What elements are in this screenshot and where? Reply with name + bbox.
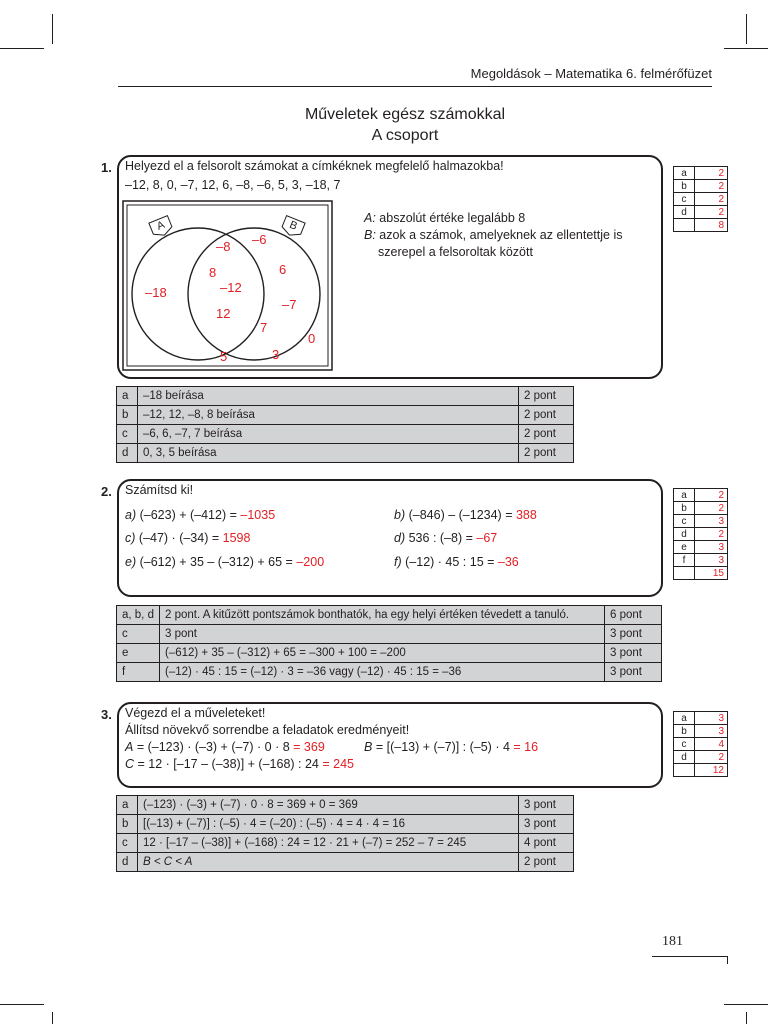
table-row <box>117 644 662 663</box>
set-b-definition-cont: szerepel a felsoroltak között <box>378 245 533 259</box>
table-cell: 3 <box>695 554 728 567</box>
venn-value: –12 <box>220 280 242 295</box>
table-cell: –18 beírása <box>138 387 519 406</box>
table-cell: c <box>117 425 138 444</box>
venn-value: 12 <box>216 306 231 321</box>
solution-table <box>116 605 662 682</box>
venn-value: 6 <box>279 262 287 277</box>
table-cell <box>674 219 695 232</box>
question-prompt: Számítsd ki! <box>125 483 194 497</box>
table-cell: 3 <box>695 541 728 554</box>
score-total: 12 <box>695 764 728 777</box>
crop-mark <box>0 48 44 49</box>
table-cell: 3 pont <box>605 663 662 682</box>
table-cell: a <box>117 387 138 406</box>
table-cell: 2 <box>695 206 728 219</box>
table-cell: d <box>674 528 695 541</box>
table-row <box>117 663 662 682</box>
table-cell: e <box>117 644 160 663</box>
table-cell: c <box>674 193 695 206</box>
solution-table <box>116 386 574 463</box>
crop-mark <box>52 14 53 44</box>
header-rule <box>118 86 712 87</box>
exercise-item: d) 536 : (–8) = –67 <box>394 531 498 545</box>
table-cell: b <box>674 180 695 193</box>
table-row <box>117 606 662 625</box>
table-cell: c <box>674 738 695 751</box>
venn-value: –18 <box>145 285 167 300</box>
table-cell: a <box>674 712 695 725</box>
exercise-item: c) (–47) · (–34) = 1598 <box>125 531 251 545</box>
table-cell: d <box>117 444 138 463</box>
expression-c: C = 12 · [–17 – (–38)] + (–168) : 24 = 245 <box>125 757 355 771</box>
crop-mark <box>0 1004 44 1005</box>
table-cell: (–12) · 45 : 15 = (–12) · 3 = –36 vagy (–12) · 45 : 15 = –36 <box>160 663 605 682</box>
crop-mark <box>724 48 768 49</box>
table-cell: c <box>117 834 138 853</box>
set-a-tag <box>149 216 174 239</box>
table-cell: c <box>674 515 695 528</box>
page-number-rule-tick <box>727 956 728 964</box>
table-cell <box>674 567 695 580</box>
venn-value: 3 <box>272 347 280 362</box>
table-cell: 2 <box>695 751 728 764</box>
question-prompt: Helyezd el a felsorolt számokat a címkéknek megfelelő halmazokba! <box>125 159 504 173</box>
table-cell: a <box>674 167 695 180</box>
table-cell: 2 pont. A kitűzött pontszámok bonthatók, ha egy helyi értéken tévedett a tanuló. <box>160 606 605 625</box>
table-cell: 2 <box>695 167 728 180</box>
page-number: 181 <box>662 934 683 949</box>
score-box <box>673 711 728 777</box>
table-row <box>117 387 574 406</box>
table-cell: 4 <box>695 738 728 751</box>
table-cell: 3 <box>695 712 728 725</box>
venn-value: –6 <box>252 232 267 247</box>
score-box <box>673 166 728 232</box>
table-cell: 3 pont <box>519 796 574 815</box>
table-cell: c <box>117 625 160 644</box>
table-cell: 2 <box>695 193 728 206</box>
table-cell: 2 <box>695 489 728 502</box>
table-cell: a, b, d <box>117 606 160 625</box>
table-row <box>117 796 574 815</box>
table-cell: 2 pont <box>519 853 574 872</box>
table-cell: 3 <box>695 725 728 738</box>
venn-value: 8 <box>209 265 217 280</box>
exercise-item: a) (–623) + (–412) = –1035 <box>125 508 276 522</box>
table-cell: b <box>674 502 695 515</box>
table-row <box>117 444 574 463</box>
table-cell: 2 pont <box>519 444 574 463</box>
table-cell: 3 pont <box>519 815 574 834</box>
table-cell: 2 pont <box>519 406 574 425</box>
table-row <box>117 853 574 872</box>
table-cell: 3 pont <box>605 644 662 663</box>
table-cell: 2 pont <box>519 387 574 406</box>
page-title: Műveletek egész számokkal <box>304 106 506 123</box>
exercise-item: e) (–612) + 35 – (–312) + 65 = –200 <box>125 555 325 569</box>
question-number: 2. <box>101 484 112 499</box>
page-number-rule <box>652 956 728 957</box>
score-total: 8 <box>695 219 728 232</box>
table-cell: –12, 12, –8, 8 beírása <box>138 406 519 425</box>
table-cell: a <box>117 796 138 815</box>
table-cell: 3 pont <box>605 625 662 644</box>
expression-a: A = (–123) · (–3) + (–7) · 0 · 8 = 369 <box>125 740 325 754</box>
table-cell: [(–13) + (–7)] : (–5) · 4 = (–20) : (–5) · 4 = 4 · 4 = 16 <box>138 815 519 834</box>
table-cell: 4 pont <box>519 834 574 853</box>
expression-b: B = [(–13) + (–7)] : (–5) · 4 = 16 <box>364 740 539 754</box>
table-cell: 6 pont <box>605 606 662 625</box>
table-cell: d <box>674 751 695 764</box>
table-cell: B < C < A <box>138 853 519 872</box>
table-cell: 3 pont <box>160 625 605 644</box>
table-row <box>117 406 574 425</box>
crop-mark <box>746 1012 747 1024</box>
table-cell: f <box>674 554 695 567</box>
table-cell: b <box>117 406 138 425</box>
solution-table <box>116 795 574 872</box>
table-cell: –6, 6, –7, 7 beírása <box>138 425 519 444</box>
set-b-label: B <box>287 218 299 233</box>
table-cell: d <box>117 853 138 872</box>
page-subtitle: A csoport <box>371 127 439 144</box>
table-cell: e <box>674 541 695 554</box>
running-header: Megoldások – Matematika 6. felmérőfüzet <box>470 66 712 81</box>
table-row <box>117 625 662 644</box>
question-prompt: Végezd el a műveleteket! <box>125 706 266 720</box>
question-number: 3. <box>101 707 112 722</box>
table-cell: b <box>117 815 138 834</box>
crop-mark <box>52 1012 53 1024</box>
venn-value: –8 <box>216 239 231 254</box>
exercise-item: b) (–846) – (–1234) = 388 <box>394 508 537 522</box>
question-number: 1. <box>101 160 112 175</box>
table-row <box>117 834 574 853</box>
set-b-circle <box>188 228 320 360</box>
table-cell: 12 · [–17 – (–38)] + (–168) : 24 = 12 · 21 + (–7) = 252 – 7 = 245 <box>138 834 519 853</box>
venn-value: –7 <box>282 297 297 312</box>
table-row <box>117 815 574 834</box>
table-cell: 3 <box>695 515 728 528</box>
table-cell: f <box>117 663 160 682</box>
venn-value: 0 <box>308 331 316 346</box>
venn-diagram <box>122 200 334 372</box>
set-a-label: A <box>155 218 167 233</box>
table-cell: (–123) · (–3) + (–7) · 0 · 8 = 369 + 0 = 369 <box>138 796 519 815</box>
crop-mark <box>746 14 747 44</box>
table-cell: 2 pont <box>519 425 574 444</box>
table-cell <box>674 764 695 777</box>
set-a-definition: A: abszolút értéke legalább 8 <box>364 211 526 225</box>
exercise-item: f) (–12) · 45 : 15 = –36 <box>394 555 519 569</box>
venn-value: 5 <box>220 349 228 364</box>
venn-value: 7 <box>260 320 268 335</box>
question-prompt: Állítsd növekvő sorrendbe a feladatok eredményeit! <box>125 723 410 737</box>
table-cell: 0, 3, 5 beírása <box>138 444 519 463</box>
table-cell: (–612) + 35 – (–312) + 65 = –300 + 100 = –200 <box>160 644 605 663</box>
score-box <box>673 488 728 580</box>
number-list: –12, 8, 0, –7, 12, 6, –8, –6, 5, 3, –18, 7 <box>125 178 341 192</box>
table-cell: d <box>674 206 695 219</box>
table-row <box>117 425 574 444</box>
table-cell: b <box>674 725 695 738</box>
score-total: 15 <box>695 567 728 580</box>
table-cell: 2 <box>695 528 728 541</box>
table-cell: 2 <box>695 180 728 193</box>
set-b-definition: B: azok a számok, amelyeknek az ellentettje is <box>364 228 623 242</box>
table-cell: a <box>674 489 695 502</box>
table-cell: 2 <box>695 502 728 515</box>
crop-mark <box>724 1004 768 1005</box>
